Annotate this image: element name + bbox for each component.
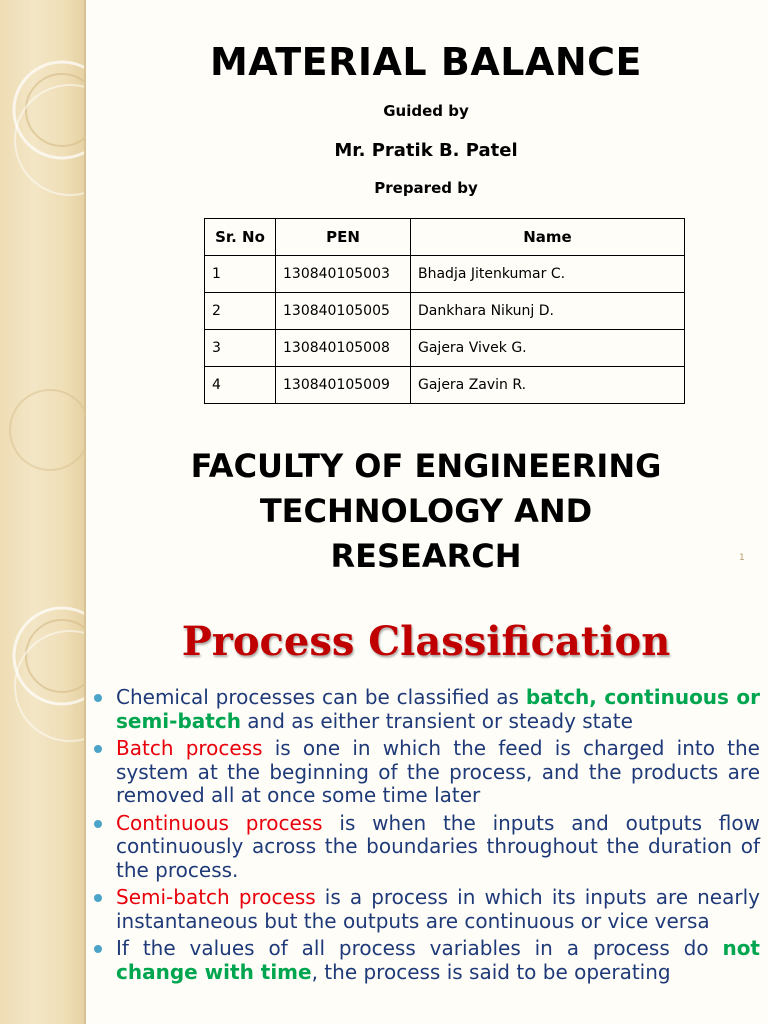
cell-srno: 4 xyxy=(205,367,276,404)
faculty-line-2: TECHNOLOGY AND xyxy=(259,492,593,530)
slide-2 xyxy=(0,576,768,1024)
table-row xyxy=(205,330,685,367)
table-header-row xyxy=(205,219,685,256)
cell-srno: 2 xyxy=(205,293,276,330)
list-item xyxy=(92,686,760,733)
swirl-decoration xyxy=(0,0,84,576)
list-item xyxy=(92,937,760,984)
cell-srno: 1 xyxy=(205,256,276,293)
faculty-line-1: FACULTY OF ENGINEERING xyxy=(190,447,662,485)
swirl-decoration xyxy=(0,576,84,1024)
parchment-border xyxy=(0,576,86,1024)
slide-title: MATERIAL BALANCE xyxy=(209,40,643,84)
table-row xyxy=(205,367,685,404)
term-text: Semi-batch process xyxy=(116,885,316,909)
bullet-text: is a process in which its inputs are nearly instantaneous but the outputs are continuous or vice versa xyxy=(116,885,760,933)
bullet-icon xyxy=(94,894,102,902)
guided-by-label: Guided by xyxy=(383,102,469,120)
slide-title: Process Classification xyxy=(181,618,671,665)
bullet-text: is one in which the feed is charged into the system at the beginning of the process, and the products are removed all at once some time later xyxy=(116,736,760,807)
cell-pen: 130840105003 xyxy=(276,256,411,293)
cell-name: Gajera Zavin R. xyxy=(411,367,685,404)
cell-pen: 130840105008 xyxy=(276,330,411,367)
bullet-list xyxy=(92,686,760,988)
page-number: 1 xyxy=(739,553,745,563)
col-header-srno: Sr. No xyxy=(205,219,276,256)
highlight-text: batch, continuous or semi-batch xyxy=(116,685,760,733)
term-text: Continuous process xyxy=(116,810,323,835)
parchment-border xyxy=(0,0,86,576)
col-header-name: Name xyxy=(411,219,685,256)
col-header-pen: PEN xyxy=(276,219,411,256)
bullet-text: and as either transient or steady state xyxy=(240,708,633,733)
term-text: Batch process xyxy=(116,736,263,760)
cell-name: Bhadja Jitenkumar C. xyxy=(411,256,685,293)
table-row xyxy=(205,293,685,330)
bullet-text: Chemical processes can be classified as xyxy=(116,685,526,709)
faculty-line-3: RESEARCH xyxy=(330,537,522,575)
mentor-name: Mr. Pratik B. Patel xyxy=(334,140,518,161)
faculty-heading xyxy=(84,444,768,576)
list-item xyxy=(92,737,760,808)
team-table xyxy=(204,218,685,404)
highlight-text: not change with time xyxy=(116,936,760,984)
cell-name: Gajera Vivek G. xyxy=(411,330,685,367)
bullet-icon xyxy=(94,745,102,753)
cell-pen: 130840105005 xyxy=(276,293,411,330)
cell-pen: 130840105009 xyxy=(276,367,411,404)
list-item xyxy=(92,886,760,933)
bullet-icon xyxy=(94,694,102,702)
bullet-text: , the process is said to be operating xyxy=(311,959,671,984)
bullet-text: is when the inputs and outputs flow continuously across the boundaries throughout the duration of the process. xyxy=(116,810,761,882)
cell-name: Dankhara Nikunj D. xyxy=(411,293,685,330)
prepared-by-label: Prepared by xyxy=(374,179,478,197)
list-item xyxy=(92,812,760,883)
bullet-icon xyxy=(94,945,102,953)
cell-srno: 3 xyxy=(205,330,276,367)
bullet-icon xyxy=(94,820,102,828)
bullet-text: If the values of all process variables in a process do xyxy=(116,936,723,960)
table-row xyxy=(205,256,685,293)
